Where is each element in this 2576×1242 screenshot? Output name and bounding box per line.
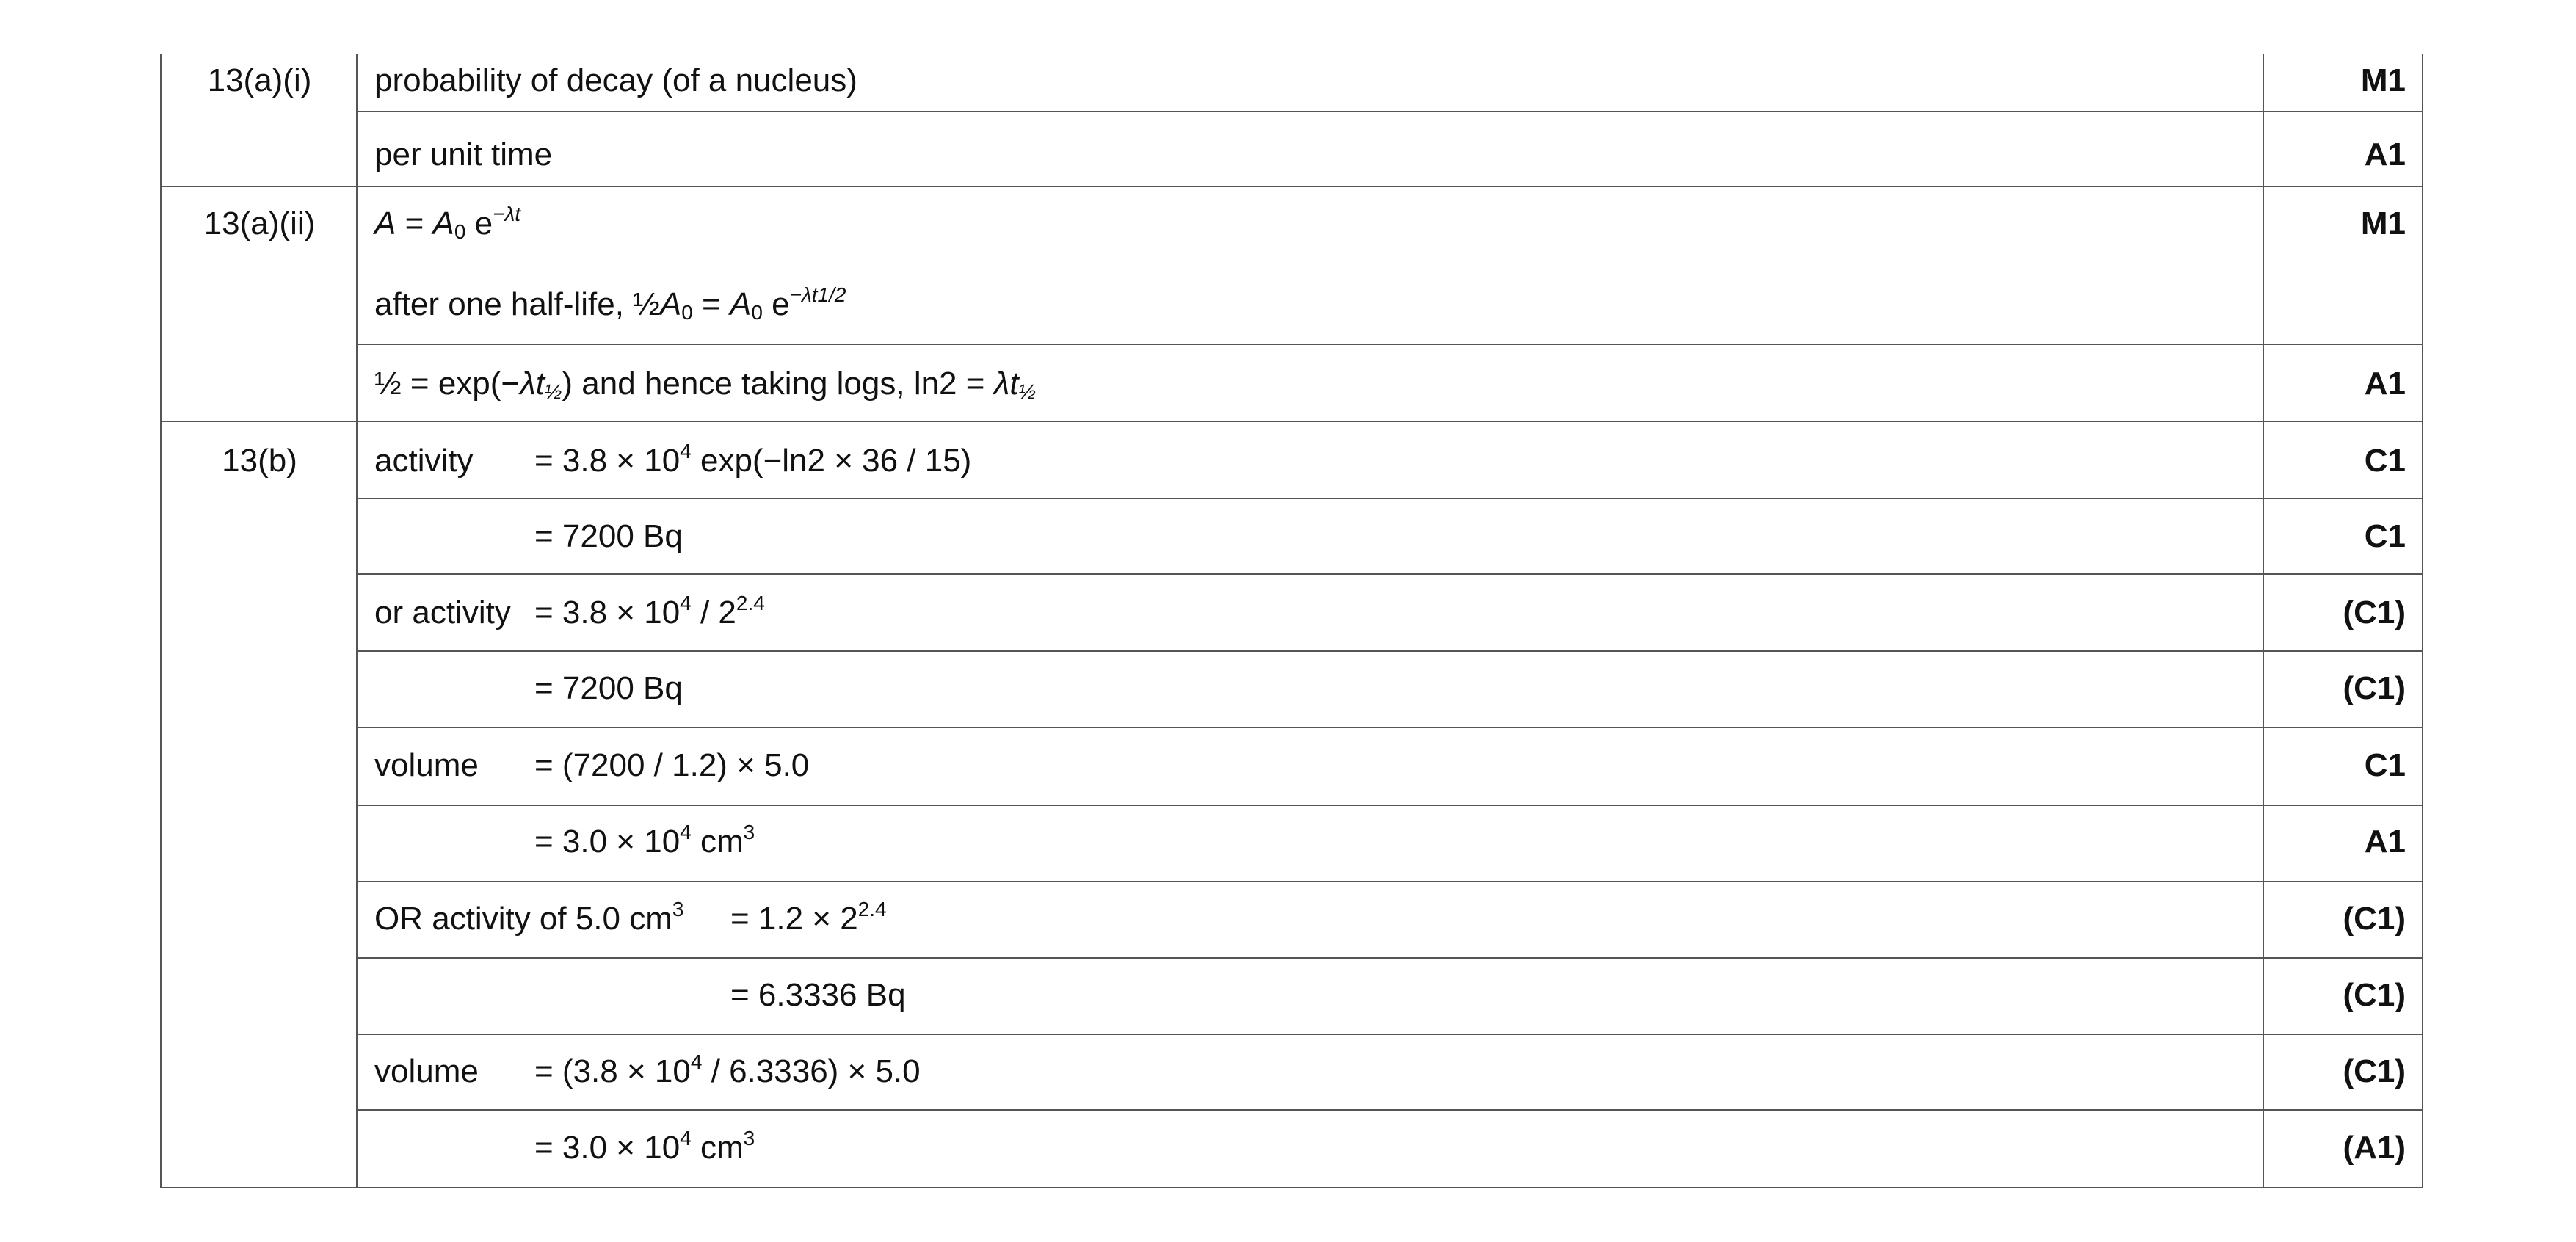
subscript: 0 [454,220,466,243]
exponential-e: e [465,206,493,242]
label-part: OR activity of 5.0 cm [374,901,672,937]
working-label: or activity [374,595,511,631]
mark-code: (C1) [2343,977,2406,1013]
mark-code: M1 [2360,62,2406,98]
mark-code: A1 [2364,824,2406,860]
mark-code: A1 [2364,366,2406,402]
exponent: −λt1/2 [789,283,846,306]
row-divider [356,805,2422,806]
lambda-t: λt [993,366,1019,402]
question-label: 13(a)(i) [207,62,312,98]
expr-part: = 3.0 × 10 [534,824,681,860]
row-divider [356,344,2422,345]
working-expression [730,898,887,937]
expr-part: exp(−ln2 × 36 / 15) [691,443,972,479]
row-divider [356,957,2422,959]
superscript: 2.4 [857,898,887,920]
question-divider [162,186,2422,187]
expr-part: = 3.8 × 10 [534,443,681,479]
mark-code: C1 [2364,443,2406,479]
equals: = [396,206,433,242]
superscript: 4 [680,1127,692,1150]
working-label: activity [374,443,474,479]
expr-part: cm [691,1130,744,1166]
row-divider [356,111,2422,112]
lambda-t: λt [520,366,545,402]
expr-part: / 6.3336) × 5.0 [702,1053,921,1089]
working-expression [534,592,765,631]
question-label: 13(a)(ii) [203,206,316,242]
exponential-e: e [762,286,790,322]
working-label: volume [374,1053,479,1089]
working-expression [534,440,972,479]
mark-code: (A1) [2343,1130,2406,1166]
superscript: 4 [680,440,692,462]
answer-equation [374,366,1036,403]
row-divider [356,727,2422,728]
mark-code: (C1) [2343,901,2406,937]
working-expression: = 6.3336 Bq [730,977,906,1013]
working-expression [534,1127,755,1166]
expr-part: = (3.8 × 10 [534,1053,691,1089]
subscript: 0 [681,301,693,324]
prefix-text: after one half-life, ½ [374,286,660,322]
superscript: 3 [743,1127,755,1150]
subscript-half: ½ [1018,380,1036,403]
mark-code: C1 [2364,518,2406,554]
mark-scheme-table [160,54,2423,1188]
text-post: ) and hence taking logs, ln2 = [562,366,994,402]
working-label [374,898,684,937]
symbol-a: A [659,286,682,322]
answer-text: per unit time [374,137,553,172]
superscript: 4 [690,1050,703,1073]
answer-equation [374,283,846,324]
working-expression [534,821,755,860]
equals: = [692,286,730,322]
superscript: 4 [680,592,692,614]
answer-text: probability of decay (of a nucleus) [374,62,857,98]
working-label: volume [374,747,479,783]
row-divider [356,573,2422,575]
mark-code: M1 [2360,206,2406,242]
answer-equation [374,203,521,243]
subscript-half: ½ [545,380,562,403]
superscript: 4 [680,821,692,843]
expr-part: cm [691,824,744,860]
marks-column-divider [2263,54,2264,1187]
working-expression: = 7200 Bq [534,670,683,706]
question-label: 13(b) [222,443,297,479]
superscript: 3 [743,821,755,843]
row-divider [356,881,2422,882]
expr-part: / 2 [691,595,736,631]
row-divider [356,498,2422,499]
working-expression [534,1050,921,1089]
expr-part: = 3.8 × 10 [534,595,681,631]
symbol-a0: A [432,206,454,242]
symbol-a: A [374,206,396,242]
row-divider [356,650,2422,652]
mark-code: A1 [2364,137,2406,172]
working-expression: = 7200 Bq [534,518,683,554]
question-divider [162,421,2422,422]
mark-code: C1 [2364,747,2406,783]
text-pre: ½ = exp(− [374,366,520,402]
symbol-a0: A [729,286,752,322]
superscript: 2.4 [736,592,765,614]
expr-part: = 1.2 × 2 [730,901,858,937]
subscript: 0 [751,301,763,324]
mark-code: (C1) [2343,670,2406,706]
row-divider [356,1109,2422,1111]
working-expression: = (7200 / 1.2) × 5.0 [534,747,810,783]
row-divider [356,1034,2422,1035]
expr-part: = 3.0 × 10 [534,1130,681,1166]
mark-code: (C1) [2343,1053,2406,1089]
superscript: 3 [672,898,684,920]
exponent: −λt [493,203,521,225]
mark-code: (C1) [2343,595,2406,631]
